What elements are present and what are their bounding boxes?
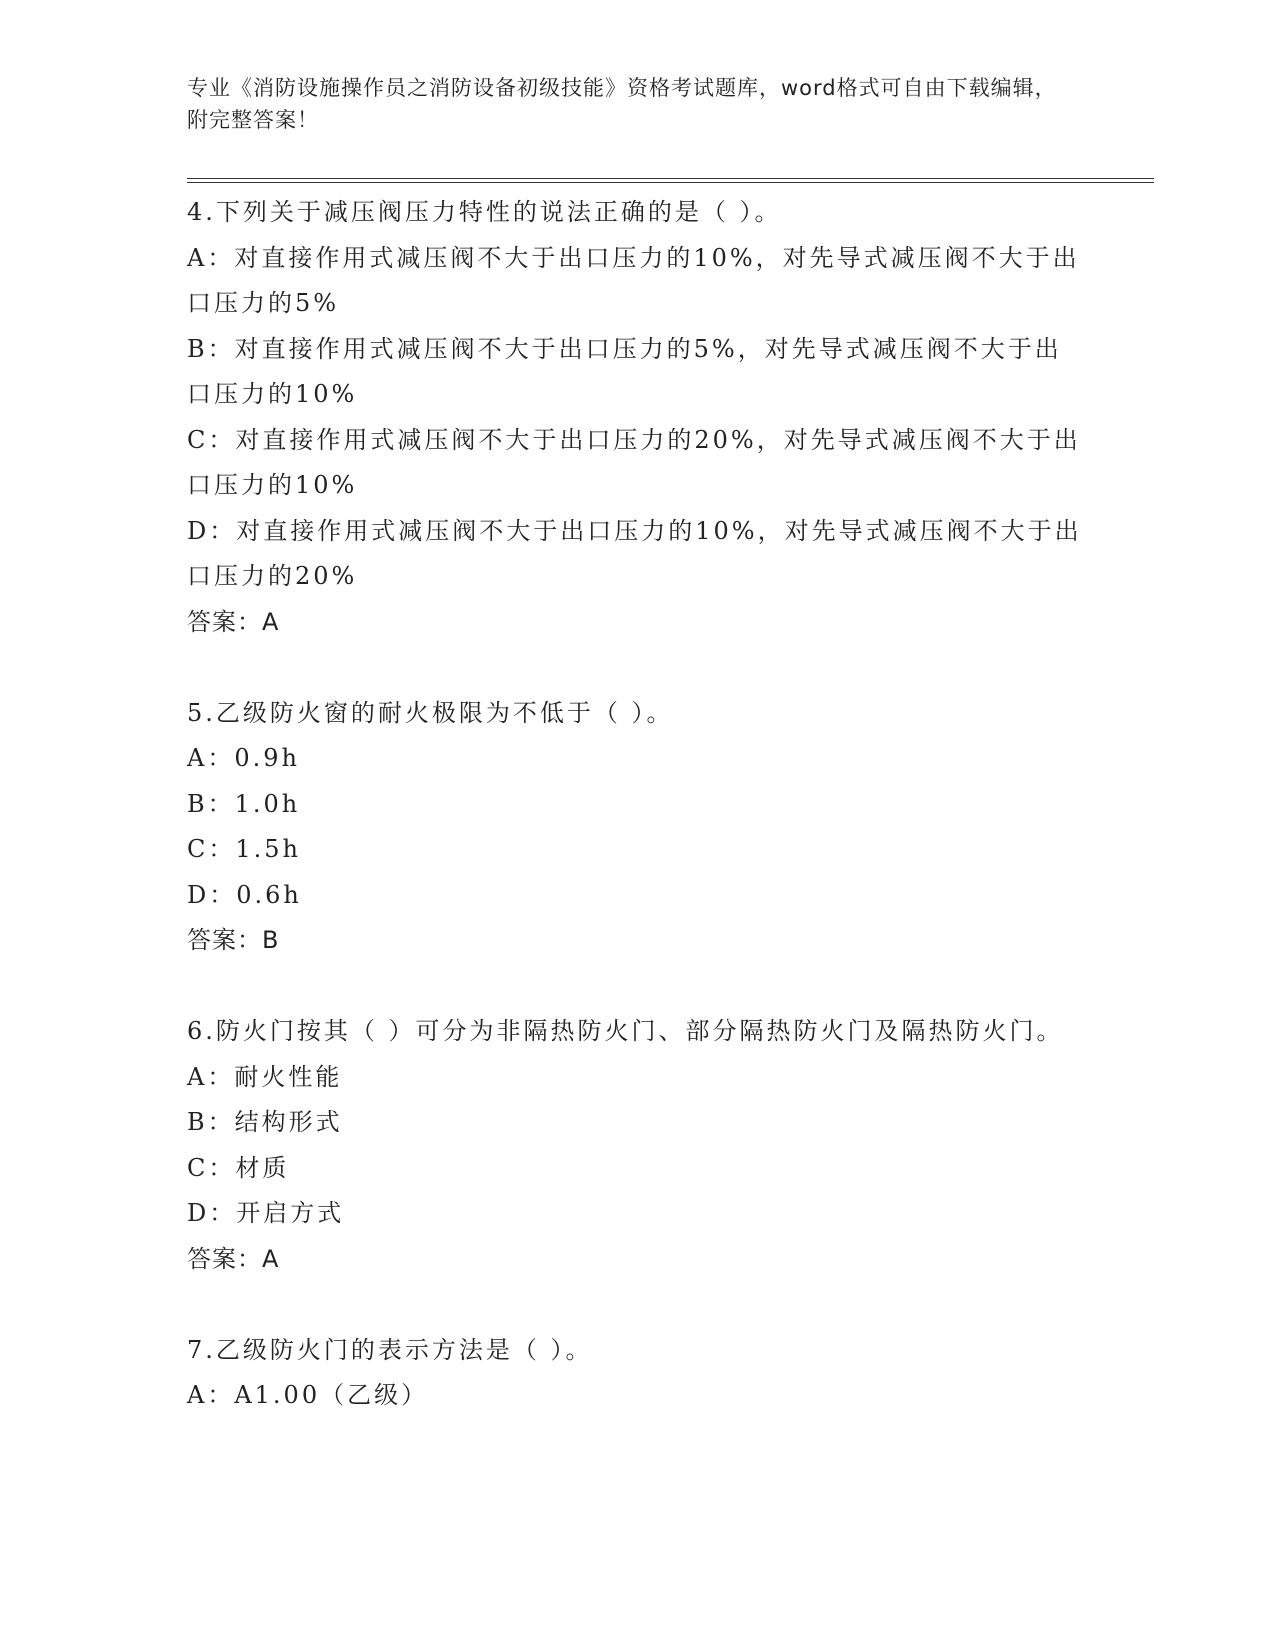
answer: 答案：B xyxy=(187,926,280,954)
header-rule-bottom xyxy=(187,182,1154,183)
option-d: D：对直接作用式减压阀不大于出口压力的10%，对先导式减压阀不大于出口压力的20% xyxy=(187,516,1082,590)
question-text: 4.下列关于减压阀压力特性的说法正确的是（ ）。 xyxy=(187,198,782,226)
option-b: B：1.0h xyxy=(187,789,301,818)
option-a: A：A1.00（乙级） xyxy=(187,1381,429,1409)
question-text: 6.防火门按其（ ）可分为非隔热防火门、部分隔热防火门及隔热防火门。 xyxy=(187,1017,1064,1045)
question-list xyxy=(187,190,1087,1464)
question-5 xyxy=(187,691,1087,964)
answer: 答案：A xyxy=(187,1244,280,1273)
option-b: B：对直接作用式减压阀不大于出口压力的5%，对先导式减压阀不大于出口压力的10% xyxy=(187,334,1062,408)
option-c: C：材质 xyxy=(187,1153,290,1182)
question-text: 5.乙级防火窗的耐火极限为不低于（ ）。 xyxy=(187,698,674,727)
option-b: B：结构形式 xyxy=(187,1108,343,1136)
question-6 xyxy=(187,1009,1087,1282)
option-d: D：开启方式 xyxy=(187,1199,345,1227)
document-header: 专业《消防设施操作员之消防设备初级技能》资格考试题库，word格式可自由下载编辑，附完整答案！ xyxy=(187,76,1057,132)
question-4 xyxy=(187,190,1087,645)
option-c: C：1.5h xyxy=(187,835,301,863)
option-a: A：耐火性能 xyxy=(187,1062,343,1091)
option-a: A：0.9h xyxy=(187,744,300,772)
option-c: C：对直接作用式减压阀不大于出口压力的20%，对先导式减压阀不大于出口压力的10% xyxy=(187,425,1081,499)
header-rule-top xyxy=(187,178,1154,179)
option-d: D：0.6h xyxy=(187,880,302,909)
question-text: 7.乙级防火门的表示方法是（ ）。 xyxy=(187,1335,593,1364)
option-a: A：对直接作用式减压阀不大于出口压力的10%，对先导式减压阀不大于出口压力的5% xyxy=(187,243,1080,317)
question-7 xyxy=(187,1328,1087,1419)
answer: 答案：A xyxy=(187,607,280,636)
